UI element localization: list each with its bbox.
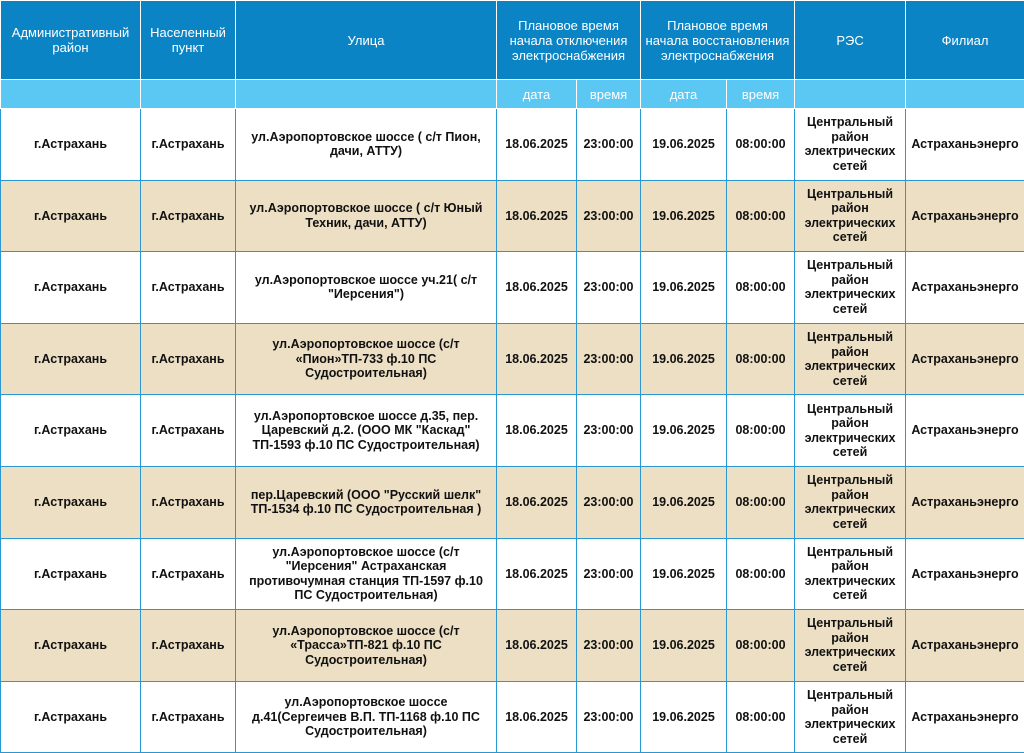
cell-start-date: 18.06.2025 <box>497 610 577 682</box>
subheader-empty <box>906 80 1024 109</box>
cell-end-time: 08:00:00 <box>727 610 795 682</box>
cell-end-time: 08:00:00 <box>727 395 795 467</box>
cell-branch: Астраханьэнерго <box>906 538 1024 610</box>
table-row <box>1 323 1024 395</box>
table-row <box>1 180 1024 252</box>
cell-start-date: 18.06.2025 <box>497 395 577 467</box>
cell-street: ул.Аэропортовское шоссе (с/т "Иерсения" Астраханская противочумная станция ТП-1597 ф.10 ПС Судостроительная) <box>236 538 497 610</box>
cell-district: г.Астрахань <box>1 252 141 324</box>
cell-end-time: 08:00:00 <box>727 538 795 610</box>
cell-street: ул.Аэропортовское шоссе д.41(Сергеичев В.П. ТП-1168 ф.10 ПС Судостроительная) <box>236 681 497 753</box>
cell-branch: Астраханьэнерго <box>906 109 1024 181</box>
cell-end-time: 08:00:00 <box>727 109 795 181</box>
cell-end-time: 08:00:00 <box>727 466 795 538</box>
cell-locality: г.Астрахань <box>141 395 236 467</box>
cell-branch: Астраханьэнерго <box>906 610 1024 682</box>
cell-start-date: 18.06.2025 <box>497 323 577 395</box>
cell-branch: Астраханьэнерго <box>906 323 1024 395</box>
cell-street: ул.Аэропортовское шоссе уч.21( с/т "Иерсения") <box>236 252 497 324</box>
cell-district: г.Астрахань <box>1 109 141 181</box>
header-locality: Населенный пункт <box>141 1 236 80</box>
cell-branch: Астраханьэнерго <box>906 180 1024 252</box>
cell-end-date: 19.06.2025 <box>641 395 727 467</box>
cell-start-time: 23:00:00 <box>577 109 641 181</box>
header-res: РЭС <box>795 1 906 80</box>
cell-res: Центральный район электрических сетей <box>795 323 906 395</box>
cell-end-date: 19.06.2025 <box>641 538 727 610</box>
table-row <box>1 109 1024 181</box>
cell-district: г.Астрахань <box>1 323 141 395</box>
cell-res: Центральный район электрических сетей <box>795 538 906 610</box>
cell-end-date: 19.06.2025 <box>641 610 727 682</box>
cell-start-date: 18.06.2025 <box>497 681 577 753</box>
table-row <box>1 610 1024 682</box>
cell-start-time: 23:00:00 <box>577 180 641 252</box>
subheader-empty <box>795 80 906 109</box>
subheader-row <box>1 80 1024 109</box>
table-header <box>1 1 1024 109</box>
cell-district: г.Астрахань <box>1 180 141 252</box>
cell-res: Центральный район электрических сетей <box>795 681 906 753</box>
table-row <box>1 681 1024 753</box>
cell-start-time: 23:00:00 <box>577 681 641 753</box>
table-row <box>1 538 1024 610</box>
cell-locality: г.Астрахань <box>141 681 236 753</box>
cell-street: ул.Аэропортовское шоссе д.35, пер. Царевский д.2. (ООО МК "Каскад" ТП-1593 ф.10 ПС Судостроительная) <box>236 395 497 467</box>
subheader-end-time: время <box>727 80 795 109</box>
cell-street: ул.Аэропортовское шоссе (с/т «Пион»ТП-733 ф.10 ПС Судостроительная) <box>236 323 497 395</box>
header-branch: Филиал <box>906 1 1024 80</box>
table-row <box>1 466 1024 538</box>
cell-res: Центральный район электрических сетей <box>795 109 906 181</box>
cell-res: Центральный район электрических сетей <box>795 466 906 538</box>
cell-end-time: 08:00:00 <box>727 323 795 395</box>
subheader-empty <box>141 80 236 109</box>
cell-end-date: 19.06.2025 <box>641 109 727 181</box>
cell-district: г.Астрахань <box>1 610 141 682</box>
cell-start-time: 23:00:00 <box>577 466 641 538</box>
table-row <box>1 252 1024 324</box>
subheader-start-time: время <box>577 80 641 109</box>
cell-start-time: 23:00:00 <box>577 610 641 682</box>
cell-branch: Астраханьэнерго <box>906 395 1024 467</box>
cell-start-date: 18.06.2025 <box>497 109 577 181</box>
cell-district: г.Астрахань <box>1 395 141 467</box>
table-body <box>1 109 1024 753</box>
cell-end-time: 08:00:00 <box>727 681 795 753</box>
cell-end-date: 19.06.2025 <box>641 323 727 395</box>
cell-locality: г.Астрахань <box>141 610 236 682</box>
cell-end-date: 19.06.2025 <box>641 681 727 753</box>
cell-start-time: 23:00:00 <box>577 395 641 467</box>
cell-res: Центральный район электрических сетей <box>795 252 906 324</box>
cell-locality: г.Астрахань <box>141 323 236 395</box>
table-row <box>1 395 1024 467</box>
cell-locality: г.Астрахань <box>141 252 236 324</box>
cell-res: Центральный район электрических сетей <box>795 180 906 252</box>
cell-end-date: 19.06.2025 <box>641 180 727 252</box>
cell-start-date: 18.06.2025 <box>497 538 577 610</box>
cell-district: г.Астрахань <box>1 466 141 538</box>
cell-end-time: 08:00:00 <box>727 252 795 324</box>
cell-district: г.Астрахань <box>1 681 141 753</box>
cell-branch: Астраханьэнерго <box>906 681 1024 753</box>
header-district: Административный район <box>1 1 141 80</box>
header-row <box>1 1 1024 80</box>
cell-district: г.Астрахань <box>1 538 141 610</box>
cell-res: Центральный район электрических сетей <box>795 395 906 467</box>
cell-start-date: 18.06.2025 <box>497 252 577 324</box>
cell-locality: г.Астрахань <box>141 466 236 538</box>
header-outage-start: Плановое время начала отключения электроснабжения <box>497 1 641 80</box>
subheader-end-date: дата <box>641 80 727 109</box>
cell-start-time: 23:00:00 <box>577 538 641 610</box>
cell-street: ул.Аэропортовское шоссе ( с/т Пион, дачи, АТТУ) <box>236 109 497 181</box>
cell-locality: г.Астрахань <box>141 109 236 181</box>
cell-branch: Астраханьэнерго <box>906 252 1024 324</box>
cell-start-date: 18.06.2025 <box>497 466 577 538</box>
subheader-empty <box>236 80 497 109</box>
cell-locality: г.Астрахань <box>141 180 236 252</box>
cell-locality: г.Астрахань <box>141 538 236 610</box>
cell-start-date: 18.06.2025 <box>497 180 577 252</box>
cell-branch: Астраханьэнерго <box>906 466 1024 538</box>
cell-street: ул.Аэропортовское шоссе ( с/т Юный Техник, дачи, АТТУ) <box>236 180 497 252</box>
header-street: Улица <box>236 1 497 80</box>
cell-end-date: 19.06.2025 <box>641 466 727 538</box>
subheader-start-date: дата <box>497 80 577 109</box>
cell-end-time: 08:00:00 <box>727 180 795 252</box>
cell-start-time: 23:00:00 <box>577 252 641 324</box>
header-restore: Плановое время начала восстановления электроснабжения <box>641 1 795 80</box>
subheader-empty <box>1 80 141 109</box>
cell-start-time: 23:00:00 <box>577 323 641 395</box>
cell-end-date: 19.06.2025 <box>641 252 727 324</box>
cell-street: пер.Царевский (ООО "Русский шелк" ТП-1534 ф.10 ПС Судостроительная ) <box>236 466 497 538</box>
cell-street: ул.Аэропортовское шоссе (с/т «Трасса»ТП-821 ф.10 ПС Судостроительная) <box>236 610 497 682</box>
cell-res: Центральный район электрических сетей <box>795 610 906 682</box>
